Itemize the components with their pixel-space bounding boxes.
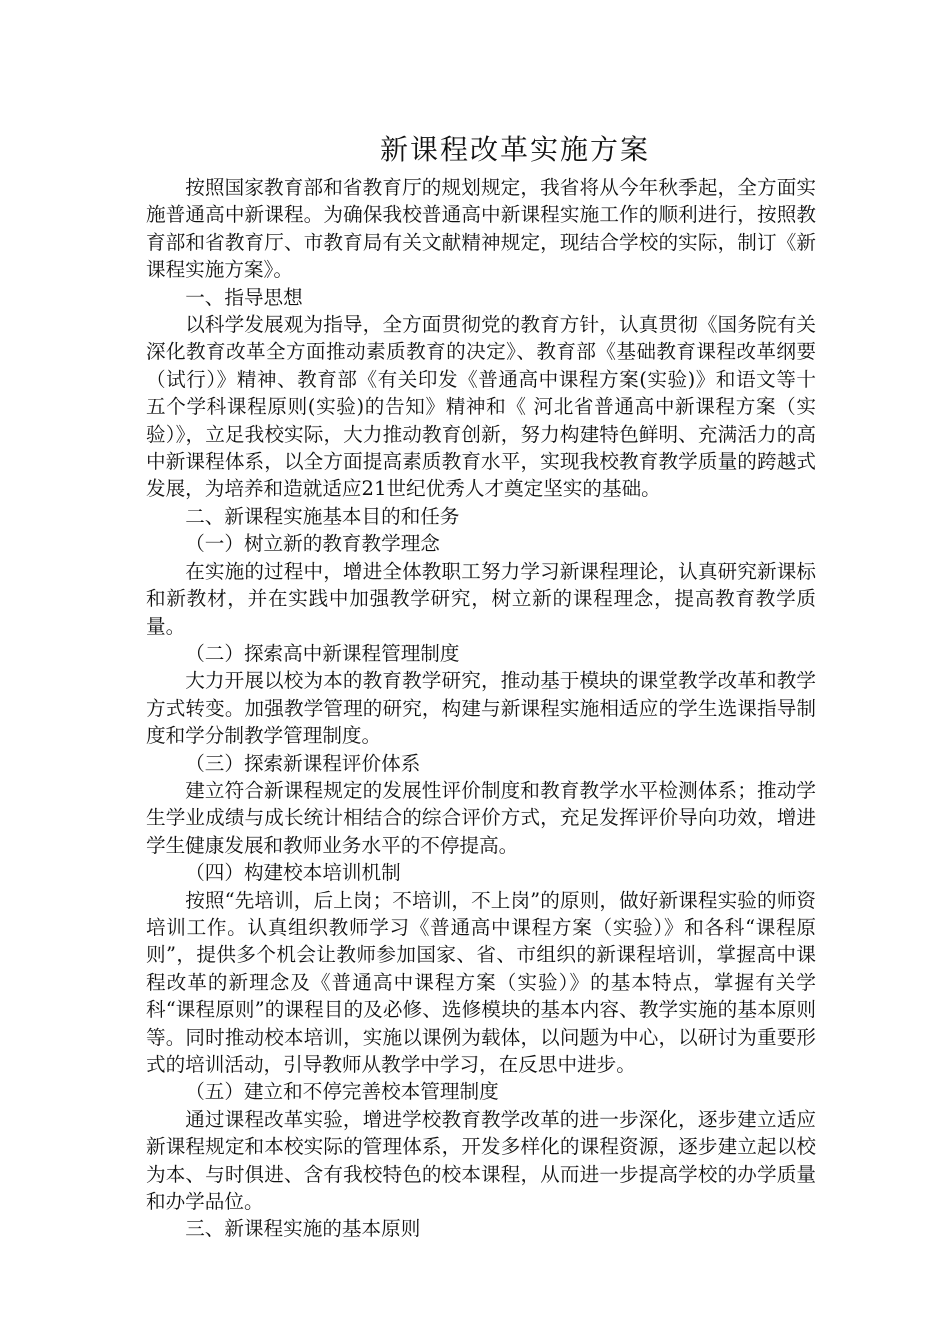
section-heading-guiding-ideology: 一、指导思想 [185, 285, 303, 309]
subsection-paragraph-1: 在实施的过程中，增进全体教职工努力学习新课程理论，认真研究新课标和新教材，并在实践中加强教学研究，树立新的课程理念，提高教育教学质量。 [146, 559, 816, 638]
subsection-paragraph-3: 建立符合新课程规定的发展性评价制度和教育教学水平检测体系；推动学生学业成绩与成长统计相结合的综合评价方式，充足发挥评价导向功效，增进学生健康发展和教师业务水平的不停提高。 [146, 778, 816, 857]
subsection-heading-5: （五）建立和不停完善校本管理制度 [185, 1080, 499, 1104]
document-title: 新课程改革实施方案 [379, 133, 650, 166]
subsection-paragraph-4: 按照“先培训，后上岗；不培训，不上岗”的原则，做好新课程实验的师资培训工作。认真组织教师学习《普通高中课程方案（实验）》和各科“课程原则”，提供多个机会让教师参加国家、省、市组织的新课程培训，掌握高中课程改革的新理念及《普通高中课程方案（实验）》的基本特点，掌握有关学科“课程原则”的课程目的及必修、选修模块的基本内容、教学实施的基本原则等。同时推动校本培训，实施以课例为载体，以问题为中心，以研讨为重要形式的培训活动，引导教师从教学中学习，在反思中进步。 [146, 888, 816, 1076]
subsection-paragraph-5: 通过课程改革实验，增进学校教育教学改革的进一步深化，逐步建立适应新课程规定和本校实际的管理体系，开发多样化的课程资源，逐步建立起以校为本、与时俱进、含有我校特色的校本课程，从而进一步提高学校的办学质量和办学品位。 [146, 1107, 816, 1214]
subsection-heading-2: （二）探索高中新课程管理制度 [185, 641, 460, 665]
subsection-heading-3: （三）探索新课程评价体系 [185, 751, 421, 775]
document-body [146, 174, 816, 1243]
subsection-heading-4: （四）构建校本培训机制 [185, 861, 401, 885]
section-heading-basic-principles: 三、新课程实施的基本原则 [185, 1217, 421, 1241]
subsection-heading-1: （一）树立新的教育教学理念 [185, 532, 440, 556]
subsection-paragraph-2: 大力开展以校为本的教育教学研究，推动基于模块的课堂教学改革和教学方式转变。加强教学管理的研究，构建与新课程实施相适应的学生选课指导制度和学分制教学管理制度。 [146, 669, 816, 748]
intro-paragraph: 按照国家教育部和省教育厅的规划规定，我省将从今年秋季起，全方面实施普通高中新课程。为确保我校普通高中新课程实施工作的顺利进行，按照教育部和省教育厅、市教育局有关文献精神规定，现结合学校的实际，制订《新课程实施方案》。 [146, 176, 816, 282]
section-heading-goals-tasks: 二、新课程实施基本目的和任务 [185, 504, 460, 528]
section-paragraph-guiding-ideology: 以科学发展观为指导，全方面贯彻党的教育方针，认真贯彻《国务院有关深化教育改革全方面推动素质教育的决定》、教育部《基础教育课程改革纲要（试行）》精神、教育部《有关印发《普通高中课程方案(实验)》和语文等十五个学科课程原则(实验)的告知》精神和《 河北省普通高中新课程方案（实验）》，立足我校实际，大力推动教育创新，努力构建特色鲜明、充满活力的高中新课程体系，以全方面提高素质教育水平，实现我校教育教学质量的跨越式发展，为培养和造就适应21世纪优秀人才奠定坚实的基础。 [146, 313, 816, 501]
